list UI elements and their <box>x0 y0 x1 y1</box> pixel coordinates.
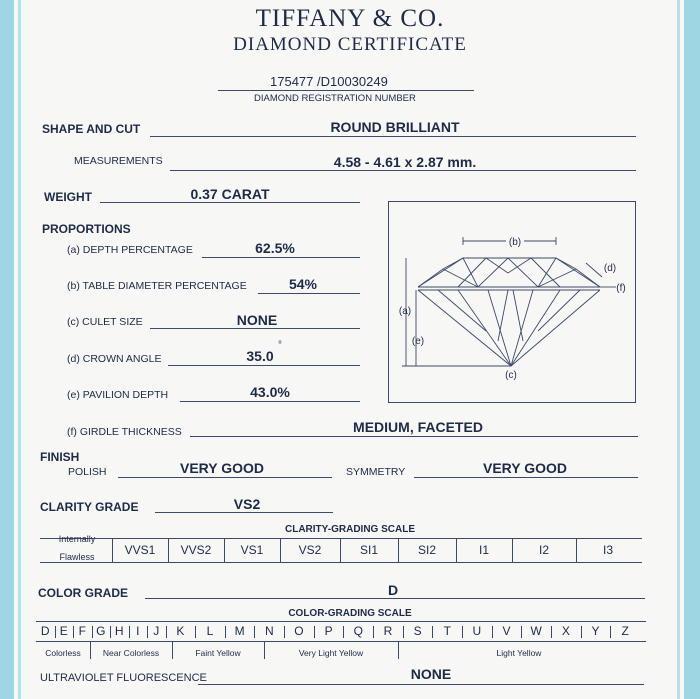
table-diameter-label: (b) TABLE DIAMETER PERCENTAGE <box>67 280 247 292</box>
color-letter-n: N <box>264 624 274 638</box>
table-line <box>258 293 360 294</box>
diagram-label-d: (d) <box>603 263 617 274</box>
color-letter-divider <box>129 626 130 638</box>
color-letter-l: L <box>206 624 214 638</box>
color-letter-u: U <box>472 624 482 638</box>
registration-number: 175477 /D10030249 <box>270 74 388 89</box>
color-letter-x: X <box>561 624 570 638</box>
color-letter-divider <box>55 626 56 638</box>
color-letter-divider <box>610 626 611 638</box>
shape-cut-value: ROUND BRILLIANT <box>330 119 460 135</box>
depth-percentage-value: 62.5% <box>255 240 295 256</box>
color-letter-divider <box>403 626 404 638</box>
color-letter-v: V <box>502 624 511 638</box>
color-group-near-colorless: Near Colorless <box>102 648 160 658</box>
clarity-grade-label: CLARITY GRADE <box>40 500 139 514</box>
color-letter-divider <box>73 626 74 638</box>
clarity-internally-flawless-line2: Flawless <box>59 552 95 562</box>
fluorescence-label: ULTRAVIOLET FLUORESCENCE <box>40 672 207 684</box>
clarity-grade-i3: I3 <box>602 543 613 557</box>
diagram-label-f: (f) <box>616 283 626 294</box>
color-letter-r: R <box>383 624 393 638</box>
finish-label: FINISH <box>40 450 80 464</box>
polish-value: VERY GOOD <box>179 460 265 476</box>
color-letter-m: M <box>234 624 245 638</box>
clarity-grade-si2: SI2 <box>417 543 436 557</box>
measurements-label: MEASUREMENTS <box>74 155 163 167</box>
weight-line <box>100 202 360 203</box>
clarity-line <box>155 512 333 513</box>
girdle-thickness-label: (f) GIRDLE THICKNESS <box>67 426 182 438</box>
pavilion-depth-value: 43.0% <box>250 384 290 400</box>
girdle-thickness-value: MEDIUM, FACETED <box>353 419 483 435</box>
weight-label: WEIGHT <box>44 190 92 204</box>
symmetry-value: VERY GOOD <box>482 460 568 476</box>
diagram-label-c: (c) <box>505 370 517 381</box>
color-letter-divider <box>314 626 315 638</box>
degree-symbol: ° <box>278 340 282 351</box>
color-group-divider <box>172 641 173 659</box>
color-grade-label: COLOR GRADE <box>38 586 128 600</box>
clarity-grade-vvs2: VVS2 <box>180 543 212 557</box>
clarity-scale-title: CLARITY-GRADING SCALE <box>285 524 415 535</box>
color-letter-divider <box>225 626 226 638</box>
color-letter-divider <box>581 626 582 638</box>
clarity-grade-i2: I2 <box>538 543 549 557</box>
color-letter-k: K <box>176 624 185 638</box>
color-letter-f: F <box>78 624 86 638</box>
depth-line <box>202 257 360 258</box>
color-scale-title: COLOR-GRADING SCALE <box>288 608 412 619</box>
clarity-internally-flawless-line1: Internally <box>58 534 96 544</box>
color-letter-divider <box>254 626 255 638</box>
clarity-grade-vs2: VS2 <box>298 543 322 557</box>
color-letter-i: I <box>136 624 140 638</box>
color-letter-divider <box>284 626 285 638</box>
color-letter-divider <box>166 626 167 638</box>
color-letter-o: O <box>294 624 304 638</box>
depth-percentage-label: (a) DEPTH PERCENTAGE <box>67 244 193 256</box>
pavilion-depth-label: (e) PAVILION DEPTH <box>67 389 169 401</box>
color-letter-divider <box>195 626 196 638</box>
color-scale-mid-line <box>36 641 646 642</box>
shape-cut-label: SHAPE AND CUT <box>42 122 141 136</box>
color-group-light-yellow: Light Yellow <box>496 648 542 658</box>
clarity-grade-i1: I1 <box>478 543 489 557</box>
culet-size-label: (c) CULET SIZE <box>67 316 143 328</box>
color-letter-s: S <box>413 624 422 638</box>
color-scale-top-line <box>36 621 646 622</box>
registration-label: DIAMOND REGISTRATION NUMBER <box>254 93 416 104</box>
symmetry-label: SYMMETRY <box>346 466 406 478</box>
color-group-colorless: Colorless <box>45 648 81 658</box>
diagram-label-b: (b) <box>508 237 522 248</box>
culet-size-value: NONE <box>236 312 278 328</box>
measurements-line <box>170 170 636 171</box>
color-letter-divider <box>92 626 93 638</box>
color-letter-divider <box>492 626 493 638</box>
color-group-divider <box>264 641 265 659</box>
registration-line <box>218 90 474 91</box>
crown-angle-label: (d) CROWN ANGLE <box>67 353 162 365</box>
color-letter-divider <box>462 626 463 638</box>
color-letter-q: Q <box>353 624 363 638</box>
color-group-divider <box>90 641 91 659</box>
culet-line <box>150 328 360 329</box>
crown-line <box>168 365 360 366</box>
shape-cut-line <box>150 136 636 137</box>
certificate-title: DIAMOND CERTIFICATE <box>233 34 467 55</box>
color-group-divider <box>398 641 399 659</box>
color-letter-divider <box>343 626 344 638</box>
color-letter-divider <box>521 626 522 638</box>
polish-line <box>118 477 332 478</box>
color-letter-j: J <box>153 624 160 638</box>
diamond-proportions-diagram <box>388 201 636 403</box>
weight-value: 0.37 CARAT <box>190 186 270 202</box>
color-letter-p: P <box>324 624 333 638</box>
clarity-grade-vvs1: VVS1 <box>124 543 156 557</box>
color-letter-z: Z <box>621 624 629 638</box>
symmetry-line <box>414 477 638 478</box>
color-letter-h: H <box>114 624 124 638</box>
fluorescence-value: NONE <box>410 666 452 682</box>
right-border-stripe <box>677 0 680 699</box>
color-group-very-light-yellow: Very Light Yellow <box>298 648 364 658</box>
color-letter-divider <box>432 626 433 638</box>
color-letter-y: Y <box>591 624 600 638</box>
brand-title: TIFFANY & CO. <box>255 5 445 32</box>
proportions-label: PROPORTIONS <box>42 222 131 236</box>
clarity-scale-top-line <box>40 538 642 539</box>
clarity-grade-si1: SI1 <box>359 543 378 557</box>
color-group-faint-yellow: Faint Yellow <box>195 648 241 658</box>
clarity-grade-vs1: VS1 <box>240 543 264 557</box>
color-letter-divider <box>373 626 374 638</box>
left-border-stripe <box>18 0 21 699</box>
girdle-line <box>190 436 638 437</box>
color-letter-divider <box>551 626 552 638</box>
color-line <box>145 598 645 599</box>
color-letter-t: T <box>443 624 451 638</box>
measurements-value: 4.58 - 4.61 x 2.87 mm. <box>333 154 477 170</box>
pavilion-line <box>180 401 360 402</box>
color-grade-value: D <box>387 582 399 598</box>
fluorescence-line <box>198 684 644 685</box>
clarity-grade-value: VS2 <box>233 496 261 512</box>
color-letter-divider <box>147 626 148 638</box>
right-border-band <box>684 0 700 699</box>
color-letter-e: E <box>59 624 68 638</box>
color-letter-d: D <box>40 624 50 638</box>
left-border-band <box>0 0 14 699</box>
color-letter-divider <box>110 626 111 638</box>
table-diameter-value: 54% <box>288 276 318 292</box>
color-letter-w: W <box>530 624 542 638</box>
clarity-scale-bottom-line <box>40 562 642 563</box>
crown-angle-value: 35.0 <box>246 348 274 364</box>
polish-label: POLISH <box>68 466 107 478</box>
diagram-label-a: (a) <box>398 306 412 317</box>
diagram-label-e: (e) <box>411 336 425 347</box>
color-letter-g: G <box>96 624 106 638</box>
